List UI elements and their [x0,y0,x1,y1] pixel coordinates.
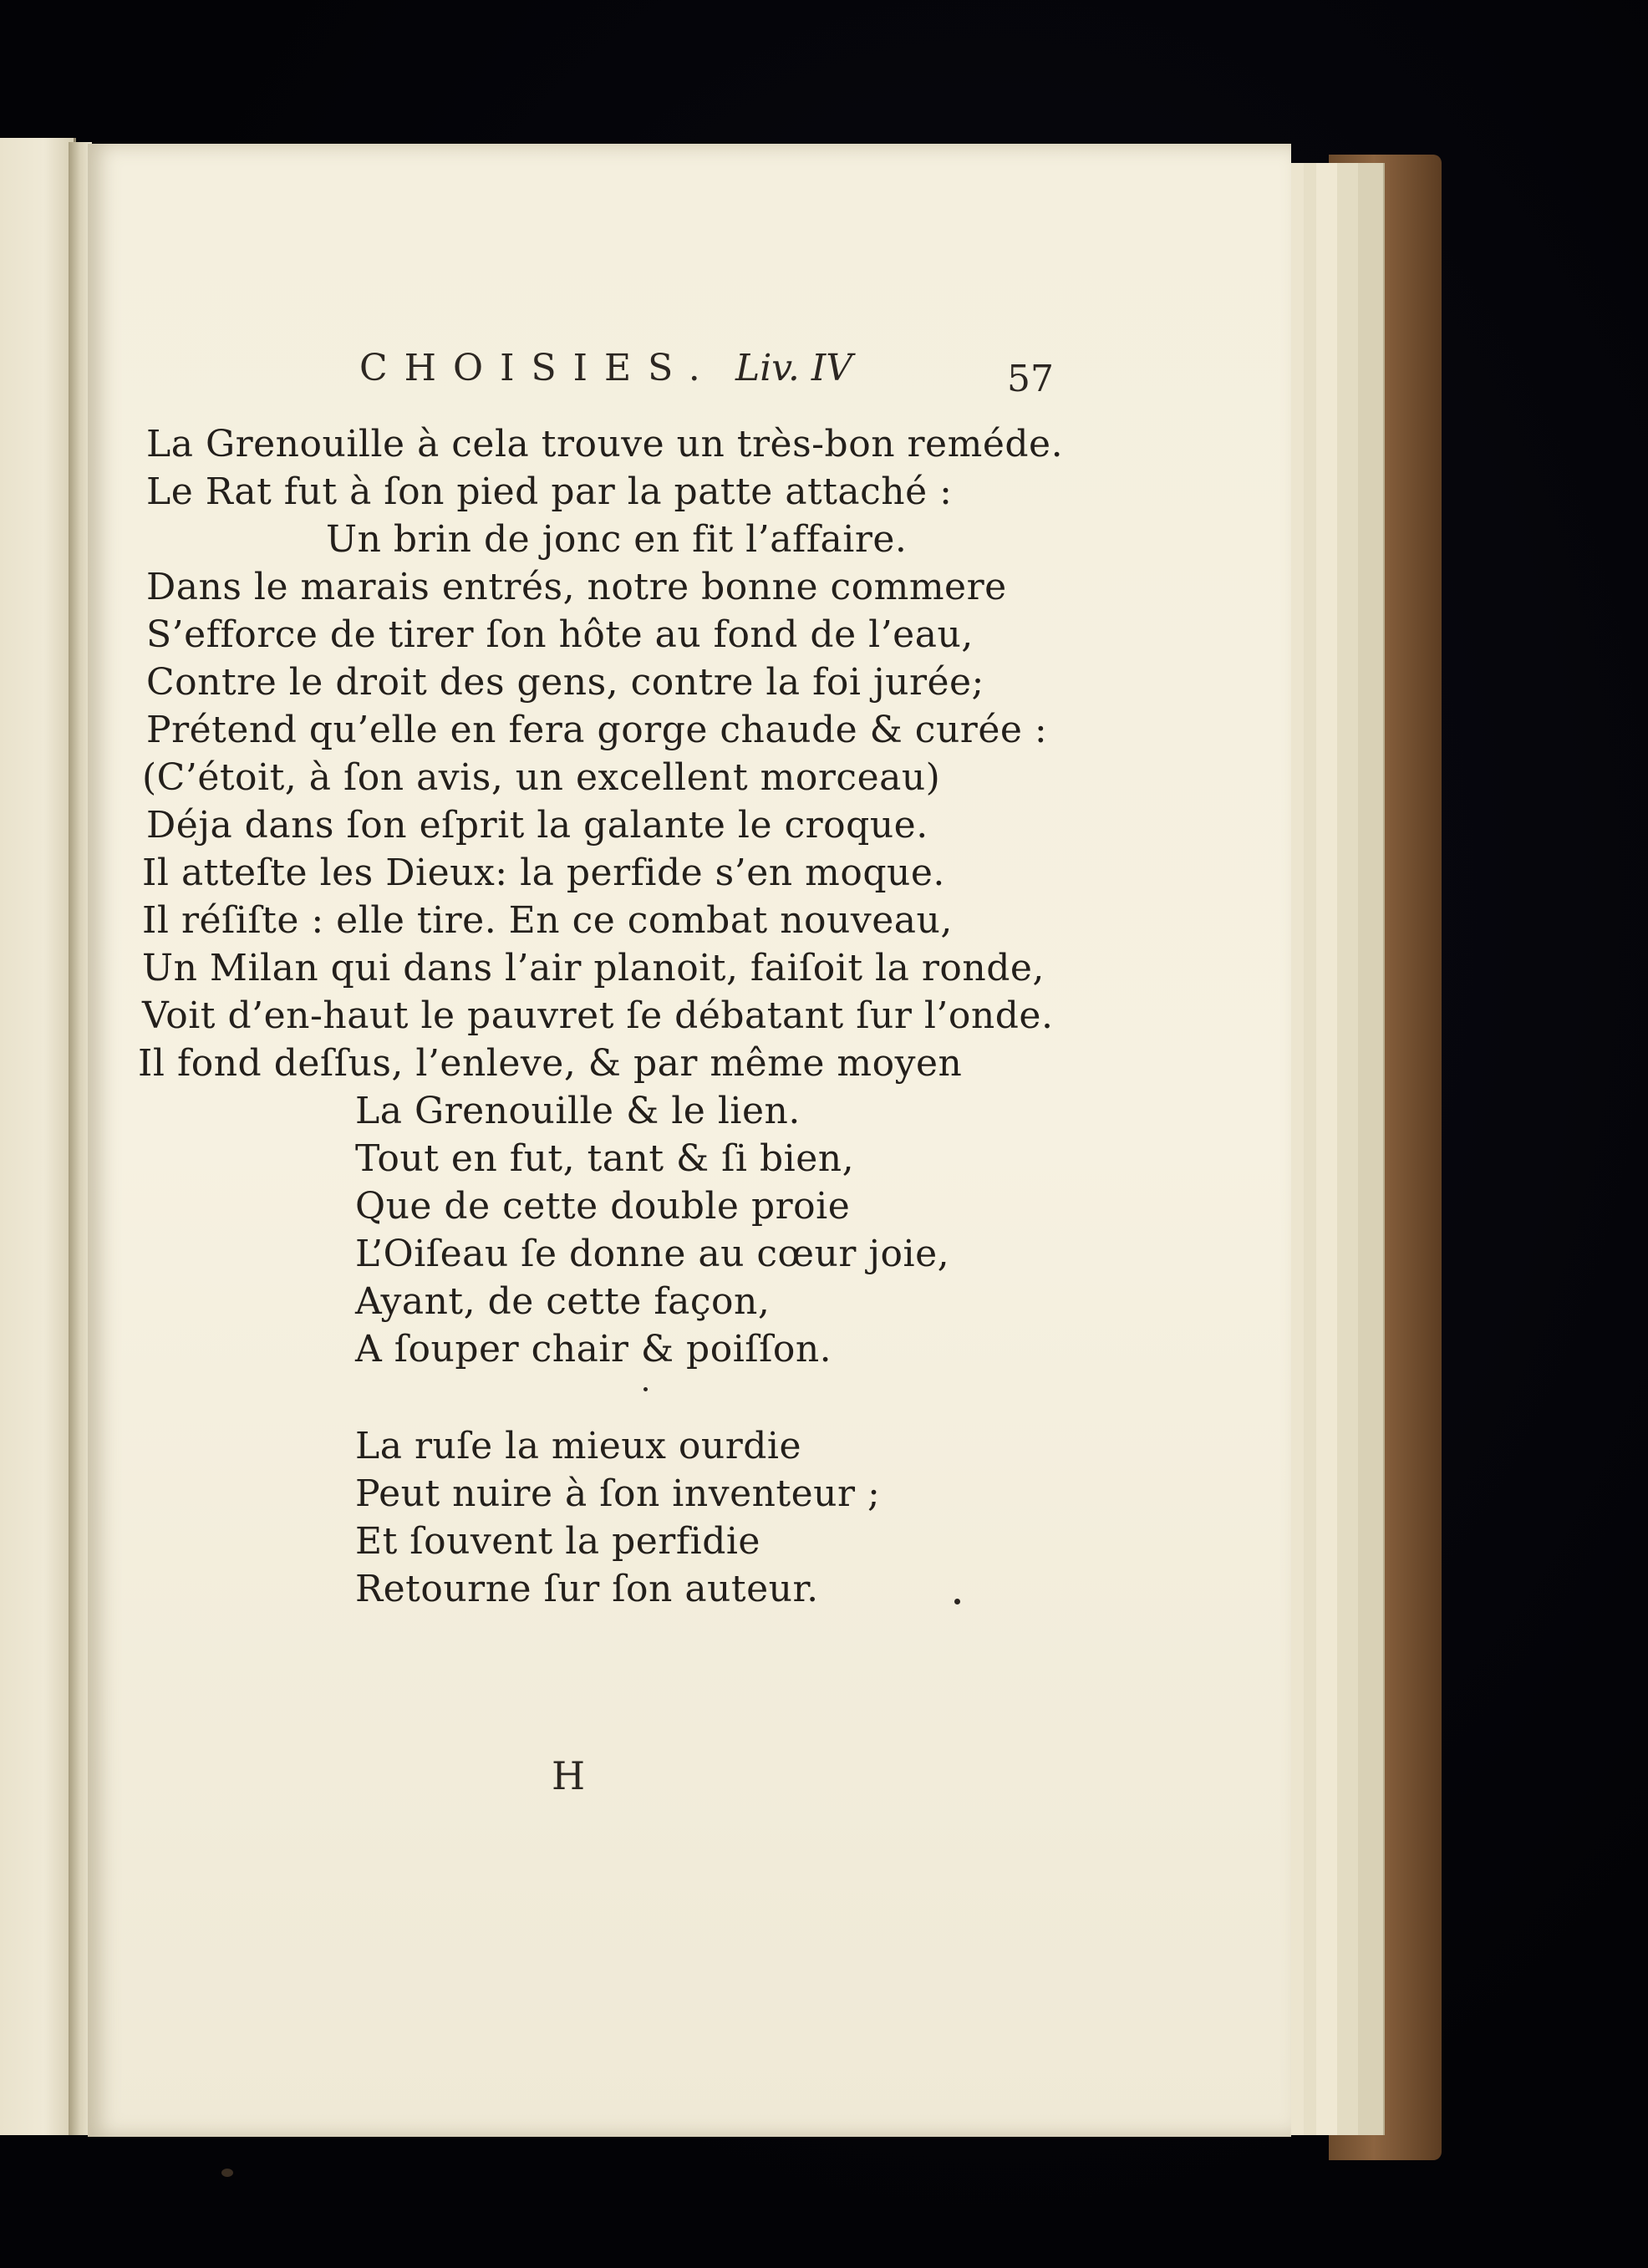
moral-line: La ruſe la mieux ourdie [355,1425,802,1467]
verse-line: La Grenouille & le lien. [355,1090,801,1132]
ink-speck [954,1599,960,1604]
moral-line: Peut nuire à ſon inventeur ; [355,1472,881,1515]
moral-line: Retourne ſur ſon auteur. [355,1568,819,1610]
ink-speck [643,1387,648,1391]
running-title: CHOISIES. [359,347,717,389]
page-fore-edge [1358,163,1385,2135]
previous-page-edge [0,138,76,2135]
verse-line: Contre le droit des gens, contre la foi jurée; [146,661,984,704]
verse-line: (C’étoit, à ſon avis, un excellent morceau) [142,756,941,799]
verse-line: Déja dans ſon eſprit la galante le croque. [146,804,928,847]
moral-line: Et ſouvent la perfidie [355,1520,760,1563]
verse-line: Un Milan qui dans l’air planoit, faiſoit la ronde, [142,947,1045,989]
verse-line: La Grenouille à cela trouve un très-bon reméde. [146,423,1064,465]
verse-line: Voit d’en-haut le pauvret ſe débatant ſur l’onde. [142,994,1054,1037]
signature-mark: H [552,1753,586,1798]
verse-line: Prétend qu’elle en fera gorge chaude & curée : [146,709,1048,751]
verse-line: Ayant, de cette façon, [355,1280,771,1323]
verse-line: Tout en fut, tant & ſi bien, [355,1137,855,1180]
verse-line: Que de cette double proie [355,1185,851,1228]
page-number: 57 [1007,358,1054,400]
verse-line: A ſouper chair & poiſſon. [355,1328,832,1370]
verse-line: L’Oiſeau ſe donne au cœur joie, [355,1233,950,1275]
verse-line: Un brin de jonc en fit l’affaire. [326,518,908,561]
verse-line: Il fond deſſus, l’enleve, & par même moyen [138,1042,963,1085]
book-section: Liv. IV [735,347,853,389]
verse-line: Le Rat fut à ſon pied par la patte attaché : [146,470,953,513]
verse-line: Il réſiſte : elle tire. En ce combat nouveau, [142,899,953,942]
ink-speck [221,2169,233,2177]
verse-line: Dans le marais entrés, notre bonne commere [146,566,1007,608]
verse-line: Il atteſte les Dieux: la perfide s’en moque. [142,852,945,894]
verse-line: S’efforce de tirer ſon hôte au fond de l’eau, [146,613,974,656]
